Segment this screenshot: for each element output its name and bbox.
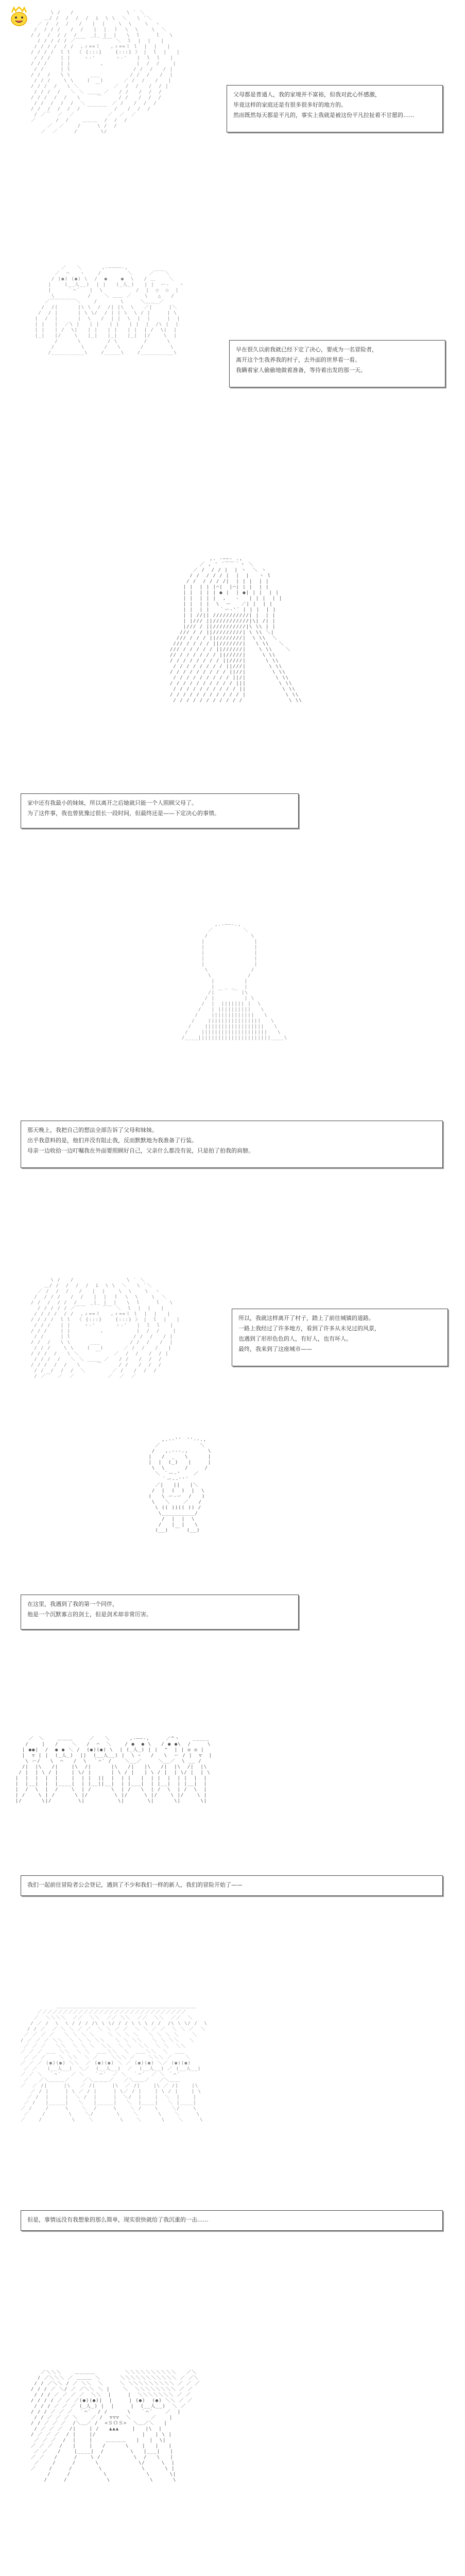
narration-line: 早在很久以前我就已经下定了决心，要成为一名冒险者， [236, 346, 377, 353]
narration-box-6 [21, 1595, 299, 1630]
narration-line: 所以，我就这样离开了村子，踏上了前往城镇的道路。 [238, 1315, 374, 1321]
narration-line: 出乎我意料的是，他们并没有阻止我，反而默默地为我准备了行装。 [27, 1137, 197, 1144]
ascii-art-figure-2: \ / / \ ` ＼ ＿/ / / / / i \ \ ＼ \ `＼ ／ / / / / | | \ \ \ ヽ / / / / / / | | ｌ \ \ \ ＼ / / / / / / _|_ | | \ l l \ / / / / / ／￣￣ ￣￣ ＼ l | | | / / / / / / ,ィ==ミ ,ィ==ミ l | | | / / / / l l 《 {:::} {:::} 》 | l | | / / / | | ゝ-' ゝ-' | l l | / / / | | , | / / | / / | l / / / / | / / / \ \ ___ / / / / | / / / \ \ ( ) ／ / / / | / / / / \ ＼ ￣ ／ / / / / | / / / / ＼ ＼ ____ ／ / / / / / / / / / / \ ￣ / / / / / / / / / / ＼ ／ / / / / / ／￣ ／ ／ ／ ／ ／ [31, 1278, 180, 1379]
narration-line: 我们一起前往冒险者公会登记，遇到了不少和我们一样的新人，我们的冒险开始了—— [27, 1882, 243, 1888]
ascii-art-figure-1: \ / / \ ` ＼ ＿/ / / / / i \ \ ＼ \ `＼ ／ / / / / | | \ \ \ ヽ / / / / / / | | ｌ \ \ \ ＼ / / / / / / _|_ | | \ l l \ / / / / / ／￣￣ ￣￣ ＼ l | | | / / / / / / ,ィ==ミ ,ィ==ミ l | | | / / / / l l 《 {:::} {:::} 》 | l | | / / / | | ゝ-' ゝ-' | l l | / / / | | , | / / | / / | l / / / / | / / / \ \ ___ / / / / | / / / \ \ ( ) ／ / / / | / / / / \ ＼ ￣ ／ / / / / | / / / / ＼ ＼ ____ ／ / / / / / / / / / / \ ￣ / / / / / / / / / / ＼ ／ / / / / / / / / / / ￣￣￣￣ / / / / / ／￣ ／ ／ ／ ／ ／ ／ / / ＿＿＿ / / / ／ ／ / \ / / ／ ／ / \/ [31, 10, 180, 134]
narration-box-1 [227, 85, 443, 132]
narration-line: 我瞒着家人偷偷地做着准备，等待着出发的那一天。 [236, 367, 366, 374]
narration-box-5 [232, 1309, 448, 1366]
narration-line: 在这里，我遇到了我的第一个同伴， [27, 1601, 118, 1607]
ascii-art-guild-group: ／￣＼ ＿＿＿ ／￣￣＼ ,-――-, ／^ヽ _____ / | / ＼ / ⌒ ＼ / ● ● \ / ● ●\ / \ | ●●| / ● ● ＼ / (●)(●) \ | (_人_) | | ^ | | ◎ ◎ | | ▽ | | (_人_) || (__人__) | \ ｰ / \ ー / | ▽ | \ ー/ \ ⌒ / \ ｀⌒´ / ＼__／ ＼__／ \ __ / /| |\ /| |\ /| |\ /| |\ /| |\ /| |\ / | | \ / | | \/ | | \ / | | \ / | | \/ | | \ | | | | | | | | || | | | | | | | | | | | | |__| | |____| | |__||__| | |___| | |__| | |__| | | / \ | / \ | / \ | / \ | / \ | / \ | | / \ | / \ |/ \ |/ \ |/ \ |/ \ | |/ \|/ \| \| \| \| \| [15, 1736, 213, 1804]
narration-line: 然而既然每天都是平凡的，事实上我就是被这份平凡拉扯着不甘愿的…… [233, 112, 415, 118]
narration-box-4 [21, 1121, 443, 1168]
ascii-art-girl-with-hair: ,. -――- ., ／ , ' ´￣￣｀ヽ ＼ ／ / / / | | ヽ ＼ ヽ / / / / / | | | ヽ l / / / / / /| | | | | | | | | | |⌒| |⌒| | | | | | | | | | ● | | ●| | | | | | | | | | , - | | | | | | | | | \ ー ／| | | | | | | | ｀ー‐'´ | | | | | | | //|| ///////////| | | | | |/// ||///////////|\| /| | |/// / ||//////////|\ \\ | | /// / / ||/////////| \ \\ ＼| /// / / / ||////////| \ \\ ＼ /// / / / / ||///////| \ \\ ＼ /// / / / / / ||//////| \ \\ ＼ // / / / / / / ||/////| \ \\ / / / / / / / / ||////| \ \\ / / / / / / / / ||///| \ \\ / / / / / / / / / ||//| \ \\ / / / / / / / / / ||/| \ \\ / / / / / / / / / / ||| \ \\ / / / / / / / / / / || \ \\ / / / / / / / / / / / | \ \\ / / / / / / / / / / / \ \\ [170, 556, 302, 703]
narration-line: 母亲一边收拾一边叮嘱我在外面要照顾好自己，父亲什么都没有说，只是拍了拍我的肩膀。 [27, 1147, 254, 1154]
narration-line: 毕竟这样的家庭还是有很多很多好的地方的。 [233, 101, 347, 108]
ascii-art-battle-scene: ＿＿＿＿＿＿＿＿＿＿＿＿＿＿＿＿＿＿＿＿＿＿＿＿＿＿＿ ／／／／／／／／／／／／／／／／／／／／／／／／／／／／／ ／ ＼＼＼＼ ／／ ＼＼ ／／ ＼＼ ／／ ＼＼ ／／ ＼ / ／ / \ \ / / / /\ \ \/ / / \ \ \ / / /\ \ \/ / \ / / ／ ／ ＼ ＼ ／ ／ ＼ ＼ ／ ／ ＼ ＼ ／ ／ ＼ ＼ ／ ＼ ／ ／ ／ ／ ＼ ＼ ＼ ＼ ＼ ＼ ＼ ＼ ＼ ＼ ＼ ＼ ＼ / ／ ／ ／ ＼＼ ＼ ＼ ＼ ＼＼ ＼ ＼ ＼＼ ＼ ＼ ＼＼ ＼ ／ ／ ／ ＼＼ ＼ ＼ ＼ ＼＼ ＼ ＼ ＼＼ ＼ ＼ ＼＼ ／ ／ ／ ＿＿ ＼＼ ＼ ＼ ＿＿＼＼ ＼ ＿＿＼＼ ＼ ＿＿ ／ ／ ／ ＼ ＼＼ ＼ ／ ＼＼＼ ／ ＼＼＼ ／ ＼ ／ ／ ／ (●)(●) ＼＼ ／ (●)(●) ＼ ／ (●)(●) ＼／ (●)(●) ／ ／ (__人__) ＼／ (__人__) ／ (__人__) ／ (__人__) ／ ／ ＼ ｀⌒´ ／ ＼ ｀⌒´ ／ ＼ ｀⌒´ ／ ＼ ｀⌒´ ／ ／＼＿＿＿／ ／＼＿＿＿／ ／＼＿＿／ ／＼＿＿ ／ ／ /| |\ ／ /| |\ ／ /| |\ ／ /| |\ ／ / | | \ ／ / | | \／ / | | \ / | | \ ／ / | | ＼ / | | ＼/ | | ＼ | | ／ / |_____| ＼ |_____| ＼ |____| ＼ |____| ／ / / \ ＼ / \ ＼ / \ ＼/ \ ／ / \ ＼/ \ ＼ \ ＼ \ ／ / \ ＼ \ ＼ \ ＼ \ [21, 2004, 208, 2123]
ascii-art-family-group: ／￣￣＼ ,-――――-, ／ ⌒ ヽ / ＼ ／￣￣＼ / (●) (●) \ / ● ● \ / ＿ ＼ | (__人__) | | (_人_) | | ー‐ ヽ | ｀⌒´ | \ / | ○ ○ | \ / ＼ ＿＿ ／ \ △ / ／￣￣￣￣￣＼ / \ ＼＿＿_／ / /| |\ \ / /| |\ \ ／| |＼ / / | | \ \/ / | | \ \ / | | \ | / | | \ / | | \ | | | | | | | ／\ | | | | | | | | /\ | | | | | / \| | | | | | | | / \| | |_| |/ \ |_| |_| |_| |/ \ | / \ / \ / \ / \ / \ / \ /__________\ /_____\ /__________\ [35, 265, 185, 355]
narration-box-3 [21, 793, 299, 828]
narration-line: 那天晚上，我把自己的想法全部告诉了父母和妹妹。 [27, 1127, 158, 1133]
narration-box-8 [21, 2210, 443, 2231]
narration-line: 为了这件事，我也曾犹豫过很长一段时间，但最终还是——下定决心的事情。 [27, 810, 220, 817]
narration-line: 最终，我来到了这座城市—— [238, 1346, 312, 1352]
narration-line: 家中还有我最小的妹妹，所以离开之后她就只能一个人照顾父母了。 [27, 800, 197, 806]
ascii-art-hooded-figure: ,.-――-., ／ ＼ / \ | | | | | | | | | | \ / \ / | | | _ _ | /| ￣ ￣ |\ / | | \ / | ||||||| | \ / | |||||||||| \ / ||||||||||||| \ / |||||||||||||||| \ / |||||||||||||||||| \ / |||||||||||||||||||| \ /____||||||||||||||||||||||____\ [181, 922, 288, 1041]
narration-line: 离开这个生我养我的村子，去外面的世界看一看。 [236, 357, 360, 363]
ascii-art-small-creature: ,.-‐''￣''‐-., ／ ＼ / ,.-‐-., \ | / _ \ | | | (_) | | \ \ / / ＼ ｀ー‐' ／ ｀ー-‐''´ ／| || |＼ / | ( ) | \ ( \ ー‐ー / ) \ ＼ ／ / \ (( ))(( )) / \__________/ / | | \ / | | \ (__) ￣ (__) [148, 1437, 212, 1533]
narration-box-7 [21, 1875, 443, 1896]
narration-line: 父母都是普通人，我的家境并不富裕，但我对此心怀感激， [233, 91, 381, 98]
narration-line: 也遇到了形形色色的人，有好人，也有坏人。 [238, 1335, 352, 1342]
narration-line: 但是，事情远没有我想象的那么简单，现实很快就给了我沉重的一击…… [27, 2216, 209, 2223]
narration-line: 他是一个沉默寡言的剑士，但是剑术却非常厉害。 [27, 1611, 152, 1618]
narration-line: 一路上我经过了许多地方，看到了许多从未见过的风景， [238, 1325, 380, 1332]
ascii-art-rescue-scene: ／＼＼＼ ＿＿＿＿ ＼＼＼＼＼＼＼＼＼＼ ／＼ / ／＼＼＼ ／ ＿＿＿ ＼ ＼＼＼＼＼＼＼＼＼＼＼ ／ ／＼ / / ／＼＼ / ／ ＼＼ ＼ ＼ ＼＼＼＼＼＼＼＼＼ ／ ／ ／ / / / ／ ＼/ ／ ／＼＼ ＼ | ＼ ＼＼＼＼＼＼＼＼ ／ ／ / / / ／ ／ ／ ／ ＼＼ | | ＼＼＼＼＼＼＼ ／ ／ / / / / ／ ／ ／(●)(●)| | | (●) (●) ＼＼ ／ ／ / / / ／ ／ ／ (_人_) | | | (__人__) ＼ ／ / / / ／ ／ ／ ｀⌒´ / / \ ｀⌒´ ／ | / / ／ ／ ／ ＼ ／ / ▽▽▽ ＼ ／ | / / ／ ／ ／ /＼＿／ / <ＳＯＳ> ＼＿／＼ | / ／ ／ ／ /| | / ▲▲▲ | |\ | / ／ ／ ／ / | |/ | | \ | ／ ／ ／ / | | ＿＿＿＿ | | \| ／ ／ ／ / | | / \ | | | ／ ／ / |____| / \ |___| | ／ ／ / / \ / \ / \ | ／ / / \ \/ \ | ／ / / \ \ \ | / / \ \ \| / / \ \ \ [31, 2370, 200, 2483]
happy-face-logo-icon [9, 6, 29, 27]
narration-box-2 [229, 340, 445, 387]
